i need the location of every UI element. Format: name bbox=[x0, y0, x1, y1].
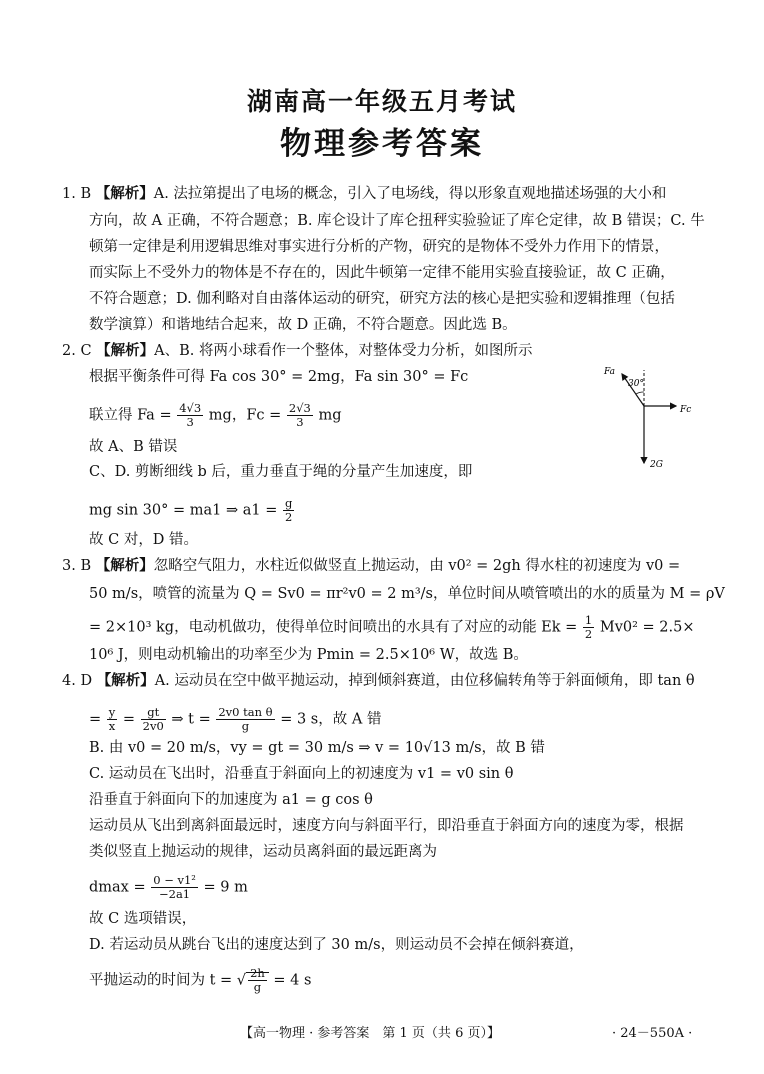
answer-text: B. 由 v0 = 20 m/s，vy = gt = 30 m/s ⇒ v = 10√13 m/s，故 B 错 bbox=[89, 740, 545, 756]
fraction: $\frac{4√3}{3}$ bbox=[179, 401, 202, 429]
answer-text: 根据平衡条件可得 Fa cos 30° = 2mg，Fa sin 30° = Fc bbox=[89, 369, 469, 385]
answer-text: 类似竖直上抛运动的规律，运动员离斜面的最远距离为 bbox=[89, 844, 437, 860]
answer-number: 2. C bbox=[62, 343, 92, 359]
answer-text: 故 C 选项错误， bbox=[89, 911, 197, 927]
answer-text: 故 A、B 错误 bbox=[89, 439, 178, 455]
answer-text: 不符合题意；D. 伽利略对自由落体运动的研究，研究方法的核心是把实验和逻辑推理（包括 bbox=[89, 291, 675, 307]
answer-text: 而实际上不受外力的物体是不存在的，因此牛顿第一定律不能用实验直接验证，故 C 正确， bbox=[89, 265, 675, 281]
answer-text: D. 若运动员从跳台飞出的速度达到了 30 m/s，则运动员不会掉在倾斜赛道， bbox=[89, 937, 584, 953]
answer-text: C、D. 剪断细线 b 后，重力垂直于绳的分量产生加速度，即 bbox=[89, 464, 473, 480]
fraction: $\frac{\text{0 − v1²}}{-2a1}$ bbox=[153, 873, 196, 901]
answer-text: 方向，故 A 正确，不符合题意；B. 库仑设计了库仑扭秤实验验证了库仑定律，故 B 错误；C. 牛 bbox=[89, 213, 705, 229]
equation-line: = 2×10³ kg，电动机做功，使得单位时间喷出的水具有了对应的动能 Ek = $\frac{1}{2}$ Mv0² = 2.5× bbox=[89, 613, 695, 641]
answer-number: 3. B bbox=[62, 558, 92, 574]
label-angle: 30° bbox=[628, 379, 644, 389]
analysis-tag: 【解析】 bbox=[96, 342, 155, 359]
force-diagram bbox=[600, 360, 700, 470]
analysis-tag: 【解析】 bbox=[95, 185, 154, 202]
answer-number: 4. D bbox=[62, 673, 93, 689]
fraction: $\frac{gt}{2v0}$ bbox=[142, 705, 164, 733]
label-g: 2G bbox=[650, 460, 663, 470]
page-title: 湖南高一年级五月考试 bbox=[246, 87, 517, 116]
label-fa: Fa bbox=[604, 367, 615, 377]
analysis-tag: 【解析】 bbox=[96, 672, 155, 689]
equation-line: 联立得 Fa = $\frac{4√3}{3}$ mg，Fc = $\frac{2√3}{3}$ mg bbox=[89, 401, 342, 429]
fraction: $\frac{g}{2}$ bbox=[284, 496, 293, 524]
fraction: $\frac{2√3}{3}$ bbox=[288, 401, 311, 429]
equation-line: 平抛运动的时间为 t = √ $\frac{2h}{g}$ = 4 s bbox=[89, 966, 312, 994]
page-subtitle: 物理参考答案 bbox=[280, 126, 484, 162]
equation-line: = $\frac{y}{x}$ = $\frac{gt}{2v0}$ ⇒ t = $\frac{\text{2v0 tan θ}}{g}$ = 3 s，故 A 错 bbox=[89, 705, 382, 733]
answer-text: A、B. 将两小球看作一个整体，对整体受力分析，如图所示 bbox=[154, 343, 533, 359]
equation-line: dmax = $\frac{\text{0 − v1²}}{-2a1}$ = 9 m bbox=[89, 873, 248, 901]
answer-number: 1. B bbox=[62, 186, 92, 202]
answer-text: C. 运动员在飞出时，沿垂直于斜面向上的初速度为 v1 = v0 sin θ bbox=[89, 766, 514, 782]
fraction: $\frac{2h}{g}$ bbox=[250, 966, 265, 994]
fraction: $\frac{y}{x}$ bbox=[108, 705, 116, 733]
equation-line: mg sin 30° = ma1 ⇒ a1 = $\frac{g}{2}$ bbox=[89, 496, 293, 524]
answer-text: 顿第一定律是利用逻辑思维对事实进行分析的产物，研究的是物体不受外力作用下的情景， bbox=[89, 239, 669, 255]
analysis-tag: 【解析】 bbox=[95, 557, 154, 574]
answer-text: 运动员从飞出到离斜面最远时，速度方向与斜面平行，即沿垂直于斜面方向的速度为零，根据 bbox=[89, 818, 684, 834]
answer-text: 故 C 对，D 错。 bbox=[89, 532, 199, 548]
footer-page-info: 【高一物理 · 参考答案 第 1 页（共 6 页）】 bbox=[240, 1026, 500, 1041]
answer-text: 数学演算）和谐地结合起来，故 D 正确，不符合题意。因此选 B。 bbox=[89, 317, 517, 333]
fraction: $\frac{1}{2}$ bbox=[584, 613, 593, 641]
answer-text: 沿垂直于斜面向下的加速度为 a1 = g cos θ bbox=[89, 792, 373, 808]
label-fc: Fc bbox=[680, 405, 692, 415]
answer-text: A. 运动员在空中做平抛运动，掉到倾斜赛道，由位移偏转角等于斜面倾角，即 tan θ bbox=[154, 673, 695, 689]
answer-text: A. 法拉第提出了电场的概念，引入了电场线，得以形象直观地描述场强的大小和 bbox=[153, 186, 667, 202]
answer-text: 50 m/s，喷管的流量为 Q = Sv0 = πr²v0 = 2 m³/s，单位时间从喷管喷出的水的质量为 M = ρV bbox=[89, 586, 725, 602]
fraction: $\frac{\text{2v0 tan θ}}{g}$ bbox=[218, 705, 273, 733]
answer-text: 忽略空气阻力，水柱近似做竖直上抛运动，由 v0² = 2gh 得水柱的初速度为 v0 = bbox=[153, 558, 681, 574]
answer-text: 10⁶ J，则电动机输出的功率至少为 Pmin = 2.5×10⁶ W，故选 B。 bbox=[89, 647, 528, 663]
footer-code: · 24－550A · bbox=[612, 1026, 693, 1041]
angle-arc bbox=[636, 392, 644, 394]
